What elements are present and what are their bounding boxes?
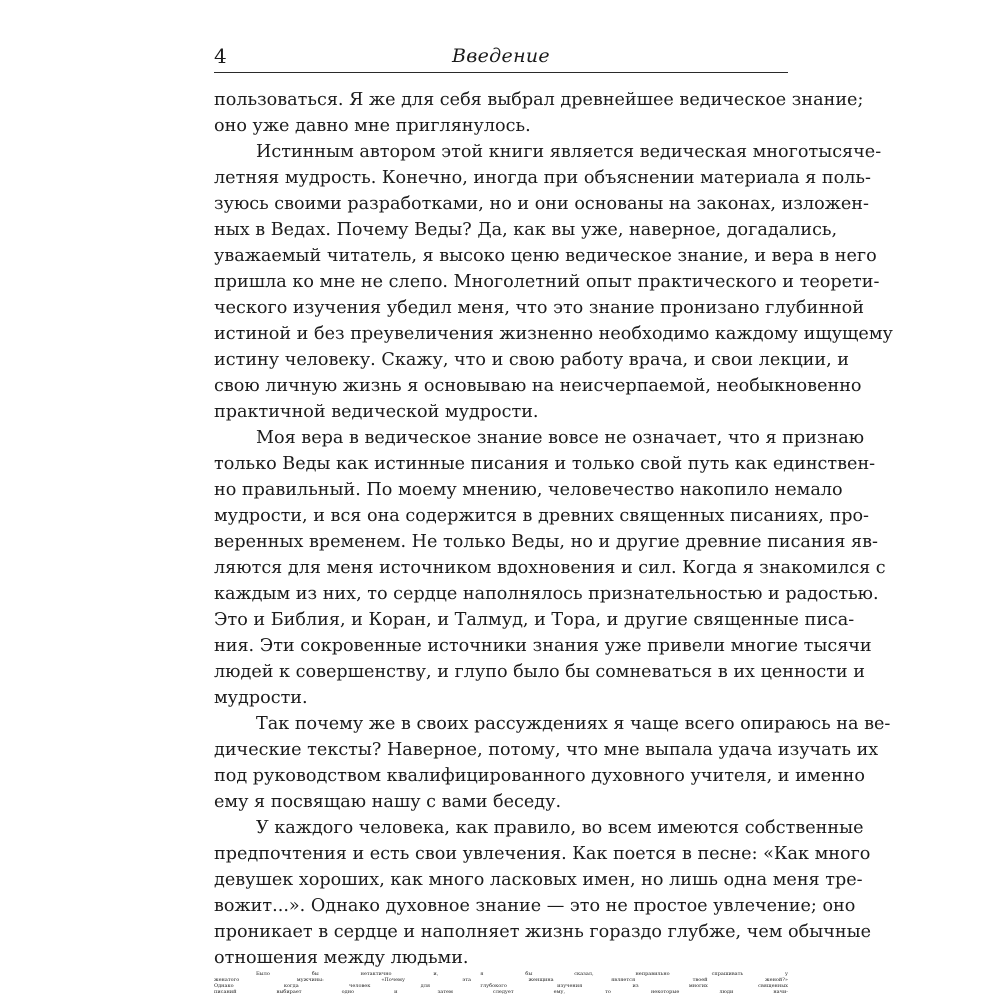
text-line: Так почему же в своих рассуждениях я чаще всего опираюсь на ве- xyxy=(256,714,891,734)
text-line: уважаемый читатель, я высоко ценю ведическое знание, и вера в него xyxy=(214,246,877,266)
text-line: проникает в сердце и наполняет жизнь гораздо глубже, чем обычные xyxy=(214,922,872,942)
text-line: Моя вера в ведическое знание вовсе не означает, что я признаю xyxy=(256,428,865,448)
text-line: пользоваться. Я же для себя выбрал древнейшее ведическое знание; xyxy=(214,90,864,110)
text-line: свою личную жизнь я основываю на неисчерпаемой, необыкновенно xyxy=(214,376,862,396)
page-header xyxy=(214,40,788,73)
section-title: Введение xyxy=(452,45,550,67)
text-line: предпочтения и есть свои увлечения. Как поется в песне: «Как много xyxy=(214,844,871,864)
text-line: писаний выбирает одно и затем следует ему, то некоторые люди начи- xyxy=(214,989,788,995)
text-line: отношения между людьми. xyxy=(214,948,469,968)
text-line: дические тексты? Наверное, потому, что мне выпала удача изучать их xyxy=(214,740,879,760)
text-line: мудрости, и вся она содержится в древних священных писаниях, про- xyxy=(214,506,869,526)
text-line: ческого изучения убедил меня, что это знание пронизано глубинной xyxy=(214,298,864,318)
text-line: пришла ко мне не слепо. Многолетний опыт практического и теорети- xyxy=(214,272,880,292)
text-line: под руководством квалифицированного духовного учителя, и именно xyxy=(214,766,865,786)
text-line: женатого мужчины: «Почему эта женщина является твоей женой?» xyxy=(214,977,788,983)
text-line: мудрости. xyxy=(214,688,308,708)
text-line: зуюсь своими разработками, но и они основаны на законах, изложен- xyxy=(214,194,869,214)
text-line: веренных временем. Не только Веды, но и другие древние писания яв- xyxy=(214,532,879,552)
text-line: Было бы нетактично и, я бы сказал, неправильно спрашивать у xyxy=(256,971,788,977)
text-line: только Веды как истинные писания и только свой путь как единствен- xyxy=(214,454,876,474)
text-line: Истинным автором этой книги является ведическая многотысяче- xyxy=(256,142,882,162)
text-line: ных в Ведах. Почему Веды? Да, как вы уже, наверное, догадались, xyxy=(214,220,838,240)
text-line: Однако когда человек для глубокого изучения из многих священных xyxy=(214,983,788,989)
text-line: оно уже давно мне приглянулось. xyxy=(214,116,531,136)
text-line: У каждого человека, как правило, во всем имеются собственные xyxy=(256,818,864,838)
text-line: девушек хороших, как много ласковых имен, но лишь одна меня тре- xyxy=(214,870,863,890)
text-line: ния. Эти сокровенные источники знания уже привели многие тысячи xyxy=(214,636,872,656)
text-line: ляются для меня источником вдохновения и сил. Когда я знакомился с xyxy=(214,558,886,578)
text-line: истиной и без преувеличения жизненно необходимо каждому ищущему xyxy=(214,324,893,344)
text-line: вожит...». Однако духовное знание — это не простое увлечение; оно xyxy=(214,896,856,916)
text-line: каждым из них, то сердце наполнялось признательностью и радостью. xyxy=(214,584,879,604)
text-line: Это и Библия, и Коран, и Талмуд, и Тора, и другие священные писа- xyxy=(214,610,855,630)
text-line: но правильный. По моему мнению, человечество накопило немало xyxy=(214,480,843,500)
text-line: летняя мудрость. Конечно, иногда при объяснении материала я поль- xyxy=(214,168,871,188)
page-number: 4 xyxy=(214,44,227,68)
text-line: людей к совершенству, и глупо было бы сомневаться в их ценности и xyxy=(214,662,865,682)
text-line: истину человеку. Скажу, что и свою работу врача, и свои лекции, и xyxy=(214,350,849,370)
text-line: ему я посвящаю нашу с вами беседу. xyxy=(214,792,562,812)
text-line: практичной ведической мудрости. xyxy=(214,402,539,422)
